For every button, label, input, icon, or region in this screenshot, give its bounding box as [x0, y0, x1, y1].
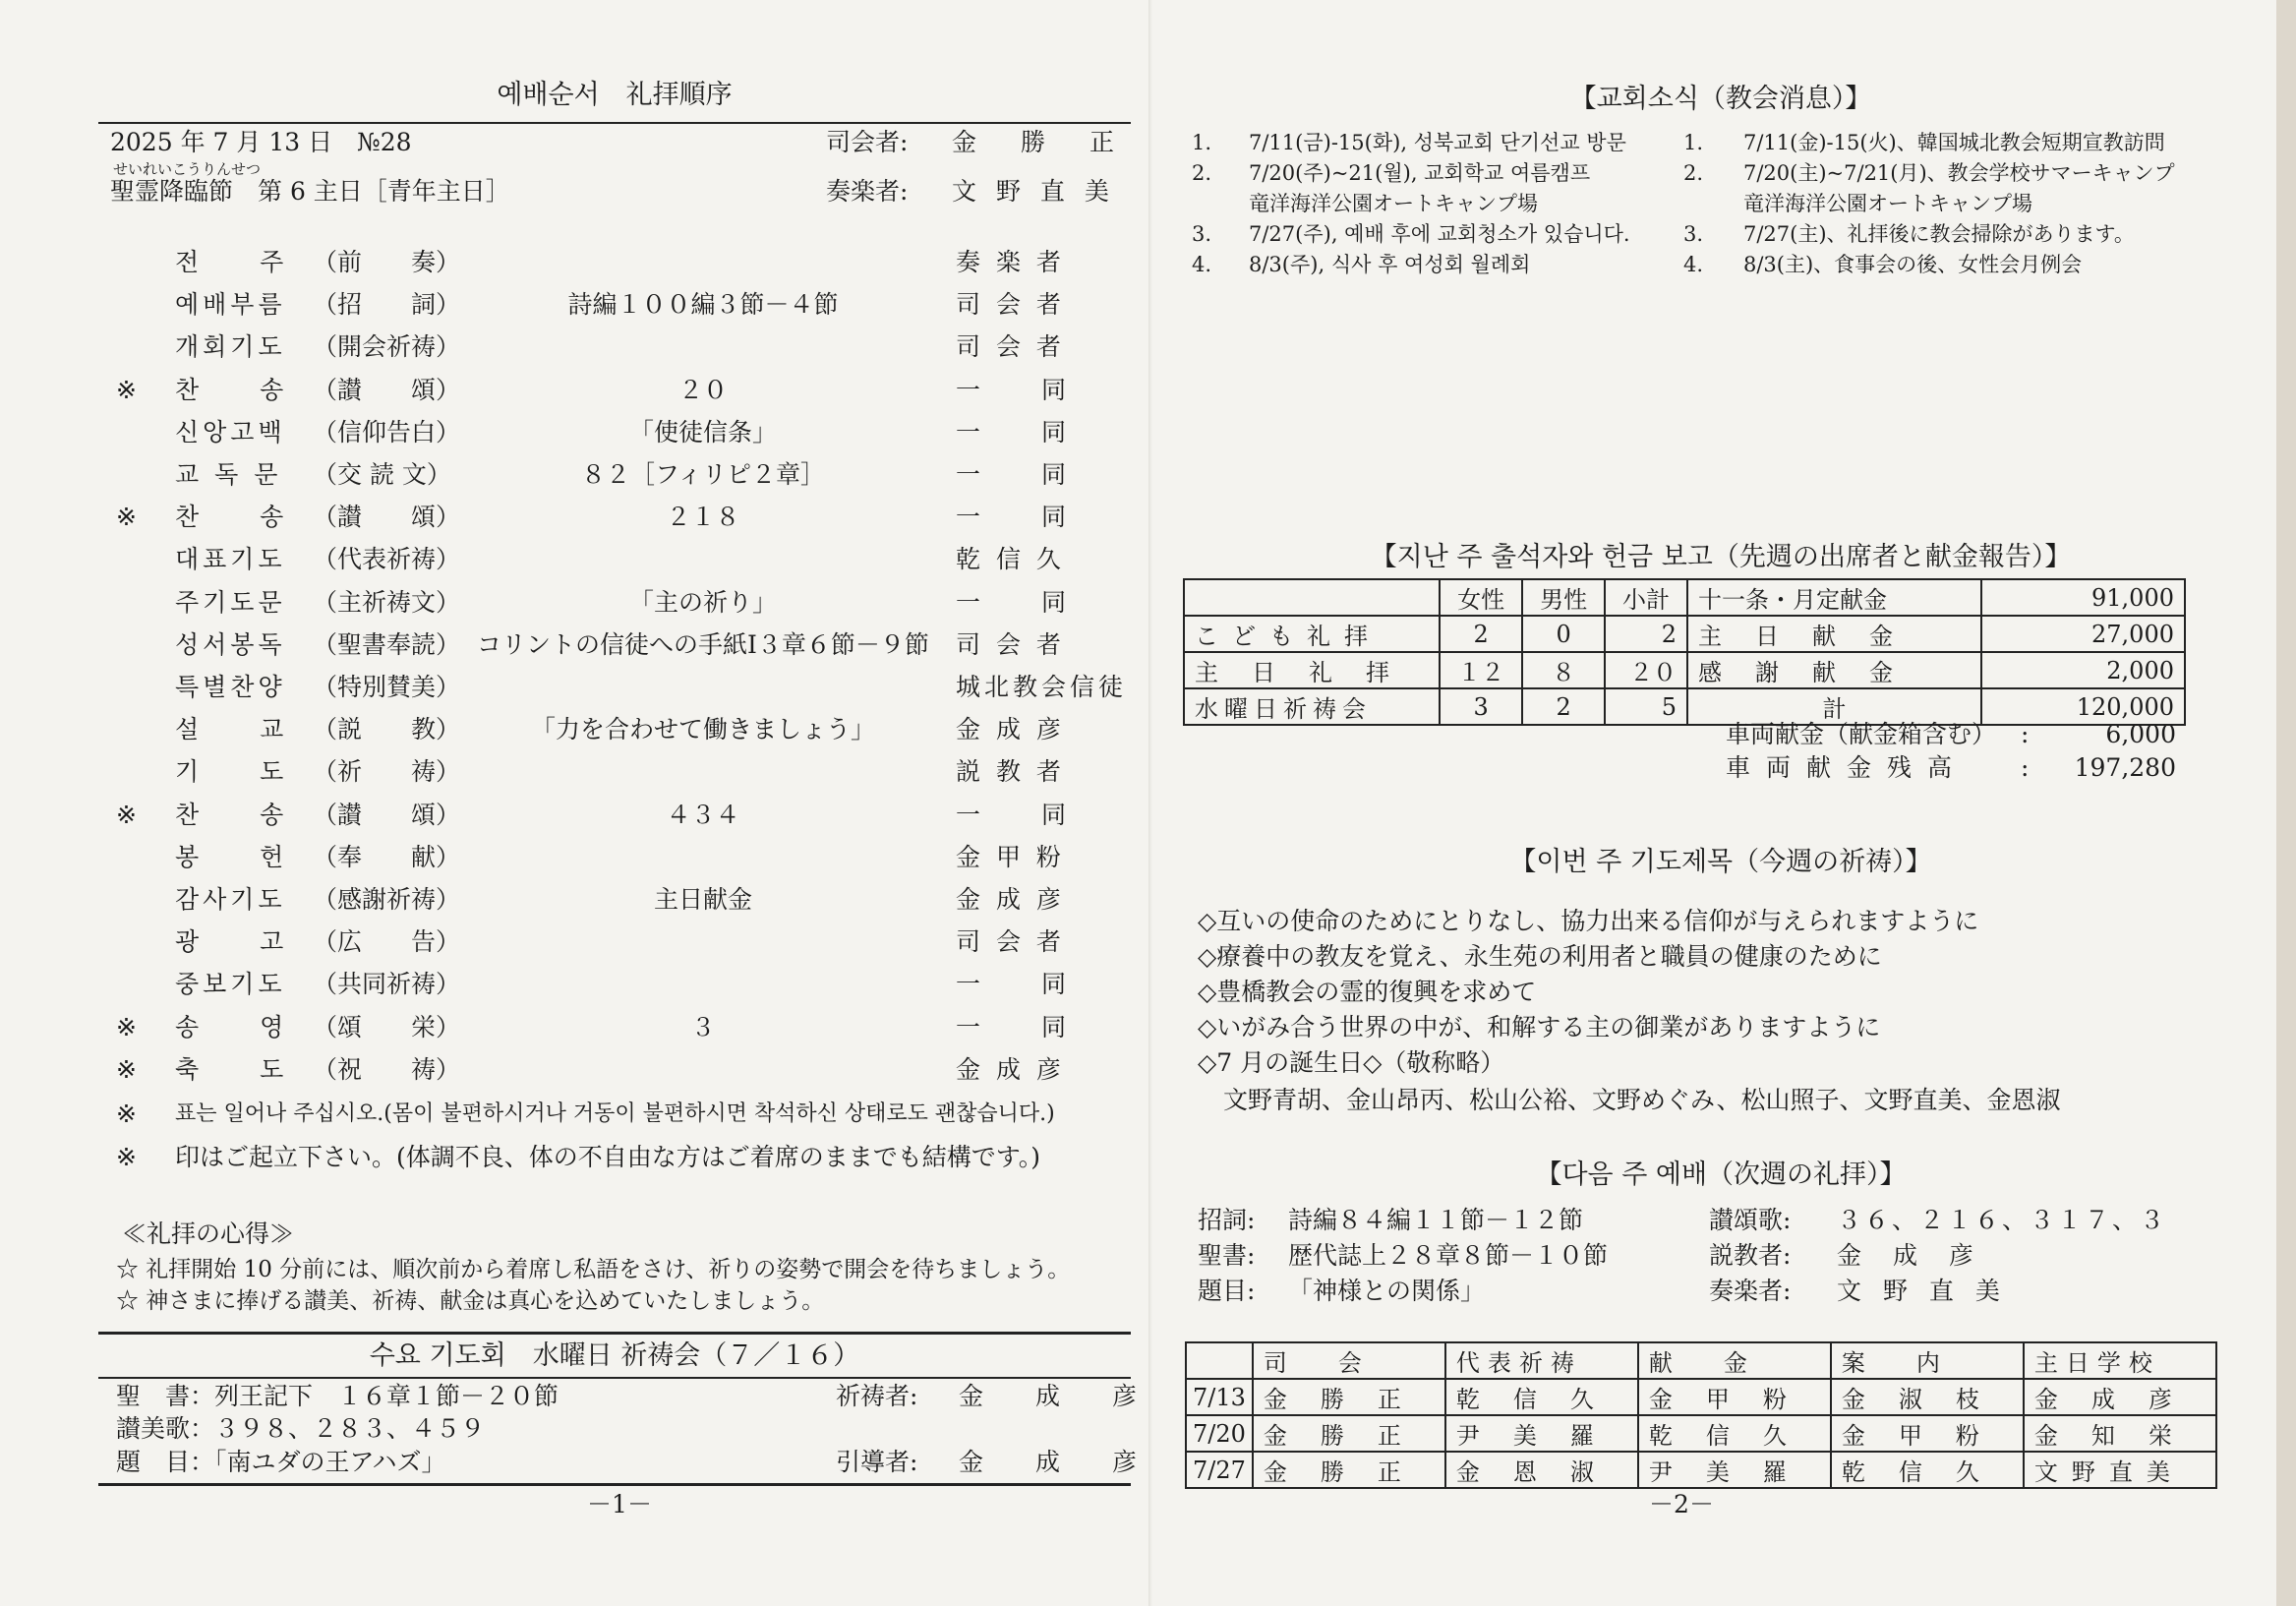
order-item-ko: 찬 송 — [175, 800, 288, 829]
next-topic-label: 題目: — [1198, 1277, 1256, 1305]
prayer-item: ◇豊橋教会の霊的復興を求めて — [1198, 978, 1537, 1006]
order-item-ko: 설 교 — [175, 715, 288, 744]
duty-header-row — [1186, 1342, 2216, 1379]
wed-leader-label: 引導者: — [836, 1448, 918, 1476]
order-item-ja: （感謝祈祷） — [313, 885, 461, 914]
vehicle-balance-colon: : — [2021, 753, 2030, 782]
news-ko-text: 7/27(주), 예배 후에 교회청소가 있습니다. — [1249, 222, 1630, 246]
order-content: 「力を合わせて働きましょう」 — [530, 715, 875, 744]
order-item-ja: （信仰告白） — [313, 417, 461, 446]
offering-name: 感謝献金 — [1687, 652, 1981, 688]
duty-person: 金勝正 — [1253, 1452, 1445, 1488]
attendance-subtotal: ２０ — [1605, 652, 1687, 688]
attendance-row — [1184, 652, 2185, 688]
prayer-item: ◇互いの使命のためにとりなし、協力出来る信仰が与えられますように — [1198, 907, 1979, 935]
attendance-service: 水曜日祈祷会 — [1184, 688, 1440, 725]
news-ko-num: 3. — [1192, 222, 1212, 246]
order-item-ko: 전 주 — [175, 248, 288, 276]
order-mark: ※ — [116, 800, 137, 829]
birthday-names: 文野青胡、金山昂丙、松山公裕、文野めぐみ、松山照子、文野直美、金恩淑 — [1223, 1086, 2061, 1114]
next-preacher-label: 説教者: — [1709, 1241, 1792, 1270]
news-ja-num: 2. — [1683, 161, 1704, 185]
order-person: 司 会 者 — [956, 332, 1065, 362]
order-item-ko: 송 영 — [175, 1012, 288, 1041]
news-ko-text: 7/20(주)~21(월), 교회학교 여름캠프 — [1249, 161, 1591, 185]
order-item-ja: （頌 栄） — [313, 1012, 461, 1041]
order-person: 一 同 — [956, 970, 1071, 999]
prayer-item: ◇いがみ合う世界の中が、和解する主の御業がありますように — [1198, 1013, 1881, 1041]
note-ja-mark: ※ — [116, 1143, 137, 1171]
page-number-2: －2－ — [1649, 1490, 1714, 1518]
att-corner — [1184, 579, 1440, 616]
manners-item: ☆ 礼拝開始 10 分前には、順次前から着席し私語をさけ、祈りの姿勢で開会を待ちましょう。 — [116, 1257, 1071, 1282]
order-item-ja: （讃 頌） — [313, 800, 461, 829]
offering-total-label: 計 — [1687, 688, 1981, 725]
news-ja-text: 竜洋海洋公園オートキャンプ場 — [1743, 192, 2032, 215]
duty-row — [1186, 1379, 2216, 1415]
attendance-subtotal: 5 — [1605, 688, 1687, 725]
order-mark: ※ — [116, 1054, 137, 1084]
duty-person: 金甲粉 — [1831, 1415, 2024, 1452]
duty-person: 文野直美 — [2024, 1452, 2216, 1488]
duty-header: 代表祈祷 — [1445, 1342, 1638, 1379]
wed-rule-top — [98, 1332, 1131, 1335]
presider-label: 司会者: — [826, 128, 909, 156]
duty-row — [1186, 1415, 2216, 1452]
order-person: 一 同 — [956, 587, 1071, 617]
next-hymns: ３６、２１６、３１７、３ — [1837, 1206, 2168, 1234]
wed-hymns: 讃美歌：３９８、２８３、４５９ — [116, 1414, 486, 1443]
duty-corner — [1186, 1342, 1253, 1379]
news-ko-num: 1. — [1192, 131, 1212, 154]
att-header-subtotal: 小計 — [1605, 579, 1687, 616]
vehicle-balance-amount: 197,280 — [2074, 753, 2176, 782]
attendance-row — [1184, 688, 2185, 725]
prayer-title: 【이번 주 기도제목（今週の祈祷）】 — [1509, 847, 1932, 877]
attendance-female: 2 — [1440, 616, 1522, 652]
standing-note-ko: 표는 일어나 주십시오.(몸이 불편하시거나 거동이 불편하시면 착석하신 상태로도 괜찮습니다.) — [175, 1101, 1055, 1126]
order-person: 一 同 — [956, 460, 1071, 489]
order-item-ja: （特別賛美） — [313, 673, 461, 701]
duty-person: 金勝正 — [1253, 1415, 1445, 1452]
order-person: 金 甲 粉 — [956, 842, 1065, 871]
duty-person: 金知栄 — [2024, 1415, 2216, 1452]
order-content: コリントの信徒への手紙Ⅰ３章６節－９節 — [477, 629, 929, 659]
wed-topic: 題 目：｢南ユダの王アハズ｣ — [116, 1448, 435, 1476]
title-rule — [98, 122, 1131, 124]
duty-date: 7/27 — [1186, 1452, 1253, 1488]
offering-amount: 27,000 — [1981, 616, 2185, 652]
next-organist: 文 野 直 美 — [1837, 1277, 2007, 1305]
attendance-header-row — [1184, 579, 2185, 616]
birthday-heading: ◇7 月の誕生日◇（敬称略） — [1198, 1048, 1505, 1077]
order-item-ja: （聖書奉読） — [313, 629, 461, 659]
news-ja-text: 7/11(金)-15(火)、韓国城北教会短期宣教訪問 — [1743, 131, 2165, 154]
attendance-male: 0 — [1522, 616, 1605, 652]
service-date: 2025 年 7 月 13 日 №28 — [110, 128, 412, 156]
attendance-female: 3 — [1440, 688, 1522, 725]
attendance-subtotal: 2 — [1605, 616, 1687, 652]
duty-header: 司会 — [1253, 1342, 1445, 1379]
order-person: 金 成 彦 — [956, 715, 1065, 744]
order-person: 司 会 者 — [956, 927, 1065, 957]
order-item-ja: （奉 献） — [313, 842, 461, 871]
att-header-female: 女性 — [1440, 579, 1522, 616]
wed-leader-name: 金 成 彦 — [959, 1448, 1151, 1476]
next-hymn-label: 讃頌歌: — [1709, 1206, 1792, 1234]
presider-name: 金 勝 正 — [952, 128, 1125, 156]
next-call-label: 招詞: — [1198, 1206, 1256, 1234]
order-item-ja: （祈 祷） — [313, 757, 461, 787]
prayer-item: ◇療養中の教友を覚え、永生苑の利用者と職員の健康のために — [1198, 942, 1882, 971]
order-item-ja: （前 奏） — [313, 248, 461, 276]
order-person: 奏 楽 者 — [956, 248, 1065, 276]
offering-name: 十一条・月定献金 — [1687, 579, 1981, 616]
order-content: ８２［フィリピ２章］ — [580, 460, 825, 489]
order-item-ko: 성서봉독 — [175, 629, 286, 659]
news-ja-num: 1. — [1683, 131, 1704, 154]
duty-person: 乾信久 — [1638, 1415, 1831, 1452]
order-person: 一 同 — [956, 417, 1071, 446]
duty-row — [1186, 1452, 2216, 1488]
season-furigana: せいれいこうりんせつ — [113, 160, 262, 178]
news-ja-num: 4. — [1683, 253, 1704, 276]
page-fold — [1148, 0, 1152, 1606]
duty-person: 尹美羅 — [1638, 1452, 1831, 1488]
order-person: 乾 信 久 — [956, 545, 1065, 574]
duty-date: 7/20 — [1186, 1415, 1253, 1452]
order-person: 司 会 者 — [956, 629, 1065, 659]
order-person: 一 同 — [956, 1012, 1071, 1041]
order-person: 城北教会信徒 — [956, 673, 1128, 701]
order-item-ja: （共同祈祷） — [313, 970, 461, 999]
duty-person: 金成彦 — [2024, 1379, 2216, 1415]
wed-prayer-label: 祈祷者: — [836, 1382, 918, 1410]
news-ja-text: 7/27(主)、礼拝後に教会掃除があります。 — [1743, 222, 2135, 246]
duty-person: 乾信久 — [1445, 1379, 1638, 1415]
order-item-ko: 찬 송 — [175, 375, 288, 404]
attendance-male: ８ — [1522, 652, 1605, 688]
offering-total-amount: 120,000 — [1981, 688, 2185, 725]
attendance-service: こども礼拝 — [1184, 616, 1440, 652]
order-item-ko: 대표기도 — [175, 545, 286, 574]
attendance-row — [1184, 616, 2185, 652]
order-item-ko: 신앙고백 — [175, 417, 286, 446]
order-item-ko: 광 고 — [175, 927, 288, 957]
next-scripture: 歴代誌上２８章８節－１０節 — [1288, 1241, 1609, 1270]
news-ko-text: 8/3(주), 식사 후 여성회 월례회 — [1249, 253, 1531, 276]
order-item-ja: （説 教） — [313, 715, 461, 744]
duty-person: 金恩淑 — [1445, 1452, 1638, 1488]
duty-header: 献金 — [1638, 1342, 1831, 1379]
order-item-ko: 기 도 — [175, 757, 288, 787]
note-ko-mark: ※ — [116, 1100, 137, 1128]
order-content: 主日献金 — [653, 885, 752, 914]
order-item-ko: 축 도 — [175, 1054, 288, 1084]
order-item-ja: （代表祈祷） — [313, 545, 461, 574]
next-topic: 「神様との関係」 — [1288, 1277, 1486, 1305]
attendance-title: 【지난 주 출석자와 헌금 보고（先週の出席者と献金報告）】 — [1370, 542, 2072, 572]
order-item-ko: 봉 헌 — [175, 842, 288, 871]
news-ko-num: 4. — [1192, 253, 1212, 276]
order-item-ja: （交 読 文） — [313, 460, 451, 489]
order-item-ko: 주기도문 — [175, 587, 286, 617]
duty-person: 金甲粉 — [1638, 1379, 1831, 1415]
order-content: 「使徒信条」 — [628, 417, 777, 446]
wed-rule-mid — [98, 1377, 1131, 1379]
order-person: 一 同 — [956, 800, 1071, 829]
wed-scripture: 聖 書：列王記下 １６章１節－２０節 — [116, 1382, 559, 1410]
liturgical-season: 聖霊降臨節 第 6 主日［青年主日］ — [110, 177, 510, 206]
order-item-ko: 교 독 문 — [175, 460, 282, 489]
order-content: ３ — [690, 1012, 716, 1041]
order-item-ja: （祝 祷） — [313, 1054, 461, 1084]
order-item-ko: 예배부름 — [175, 290, 286, 320]
wed-rule-bottom — [98, 1483, 1131, 1486]
offering-amount: 91,000 — [1981, 579, 2185, 616]
news-ko-text: 7/11(금)-15(화), 성북교회 단기선교 방문 — [1249, 131, 1626, 154]
next-scripture-label: 聖書: — [1198, 1241, 1256, 1270]
attendance-female: １２ — [1440, 652, 1522, 688]
next-call: 詩編８４編１１節－１２節 — [1288, 1206, 1584, 1234]
offering-name: 主日献金 — [1687, 616, 1981, 652]
worship-manners-title: ≪礼拝の心得≫ — [122, 1219, 295, 1248]
next-organist-label: 奏楽者: — [1709, 1277, 1792, 1305]
vehicle-offering-amount: 6,000 — [2105, 720, 2176, 748]
duty-header: 案内 — [1831, 1342, 2024, 1379]
next-week-title: 【다음 주 예배（次週の礼拝）】 — [1535, 1160, 1907, 1190]
order-item-ja: （讃 頌） — [313, 503, 461, 532]
order-item-ko: 찬 송 — [175, 503, 288, 532]
manners-item: ☆ 神さまに捧げる讃美、祈祷、献金は真心を込めていたしましょう。 — [116, 1288, 825, 1314]
order-item-ja: （主祈祷文） — [313, 587, 461, 617]
order-mark: ※ — [116, 375, 137, 404]
wed-prayer-name: 金 成 彦 — [959, 1382, 1151, 1410]
duty-roster-table — [1185, 1341, 2217, 1489]
duty-person: 尹美羅 — [1445, 1415, 1638, 1452]
order-mark: ※ — [116, 1012, 137, 1041]
order-mark: ※ — [116, 503, 137, 532]
news-ko-text: 竜洋海洋公園オートキャンプ場 — [1249, 192, 1538, 215]
wednesday-title: 수요 기도회 水曜日 祈祷会（７／１６） — [369, 1340, 860, 1371]
order-content: 詩編１００編３節－４節 — [567, 290, 839, 320]
order-person: 司 会 者 — [956, 290, 1065, 320]
order-item-ja: （招 詞） — [313, 290, 461, 320]
news-ja-text: 7/20(主)~7/21(月)、教会学校サマーキャンプ — [1743, 161, 2175, 185]
order-content: ２０ — [677, 375, 728, 404]
vehicle-offering-label: 車両献金（献金箱含む） — [1726, 720, 1997, 748]
order-person: 一 同 — [956, 503, 1071, 532]
order-person: 説 教 者 — [956, 757, 1065, 787]
news-title: 【교회소식（教会消息）】 — [1569, 84, 1872, 114]
order-content: 「主の祈り」 — [628, 587, 777, 617]
order-item-ja: （広 告） — [313, 927, 461, 957]
order-item-ko: 특별찬양 — [175, 673, 286, 701]
duty-person: 乾信久 — [1831, 1452, 2024, 1488]
attendance-table — [1183, 578, 2186, 726]
next-preacher: 金 成 彦 — [1837, 1241, 1985, 1270]
vehicle-balance-label: 車両献金残高 — [1726, 753, 1969, 782]
order-person: 一 同 — [956, 375, 1071, 404]
offering-amount: 2,000 — [1981, 652, 2185, 688]
order-person: 金 成 彦 — [956, 885, 1065, 914]
duty-header: 主日学校 — [2024, 1342, 2216, 1379]
duty-person: 金淑枝 — [1831, 1379, 2024, 1415]
order-item-ko: 개회기도 — [175, 332, 286, 362]
news-ja-num: 3. — [1683, 222, 1704, 246]
news-ko-num: 2. — [1192, 161, 1212, 185]
duty-person: 金勝正 — [1253, 1379, 1445, 1415]
order-person: 金 成 彦 — [956, 1054, 1065, 1084]
standing-note-ja: 印はご起立下さい。(体調不良、体の不自由な方はご着席のままでも結構です。) — [175, 1143, 1041, 1171]
order-title: 예배순서 礼拝順序 — [497, 80, 733, 110]
attendance-service: 主日礼拝 — [1184, 652, 1440, 688]
news-ja-text: 8/3(主)、食事会の後、女性会月例会 — [1743, 253, 2083, 276]
order-item-ko: 중보기도 — [175, 970, 286, 999]
organist-name: 文 野 直 美 — [952, 177, 1115, 206]
duty-date: 7/13 — [1186, 1379, 1253, 1415]
attendance-male: 2 — [1522, 688, 1605, 725]
vehicle-offering-colon: : — [2021, 720, 2030, 748]
order-item-ja: （開会祈祷） — [313, 332, 461, 362]
order-content: ４３４ — [666, 800, 740, 829]
order-item-ja: （讃 頌） — [313, 375, 461, 404]
paper-edge — [2276, 0, 2296, 1606]
page-number-1: －1－ — [587, 1490, 652, 1518]
order-item-ko: 감사기도 — [175, 885, 286, 914]
att-header-male: 男性 — [1522, 579, 1605, 616]
order-content: ２１８ — [666, 503, 740, 532]
organist-label: 奏楽者: — [826, 177, 909, 206]
